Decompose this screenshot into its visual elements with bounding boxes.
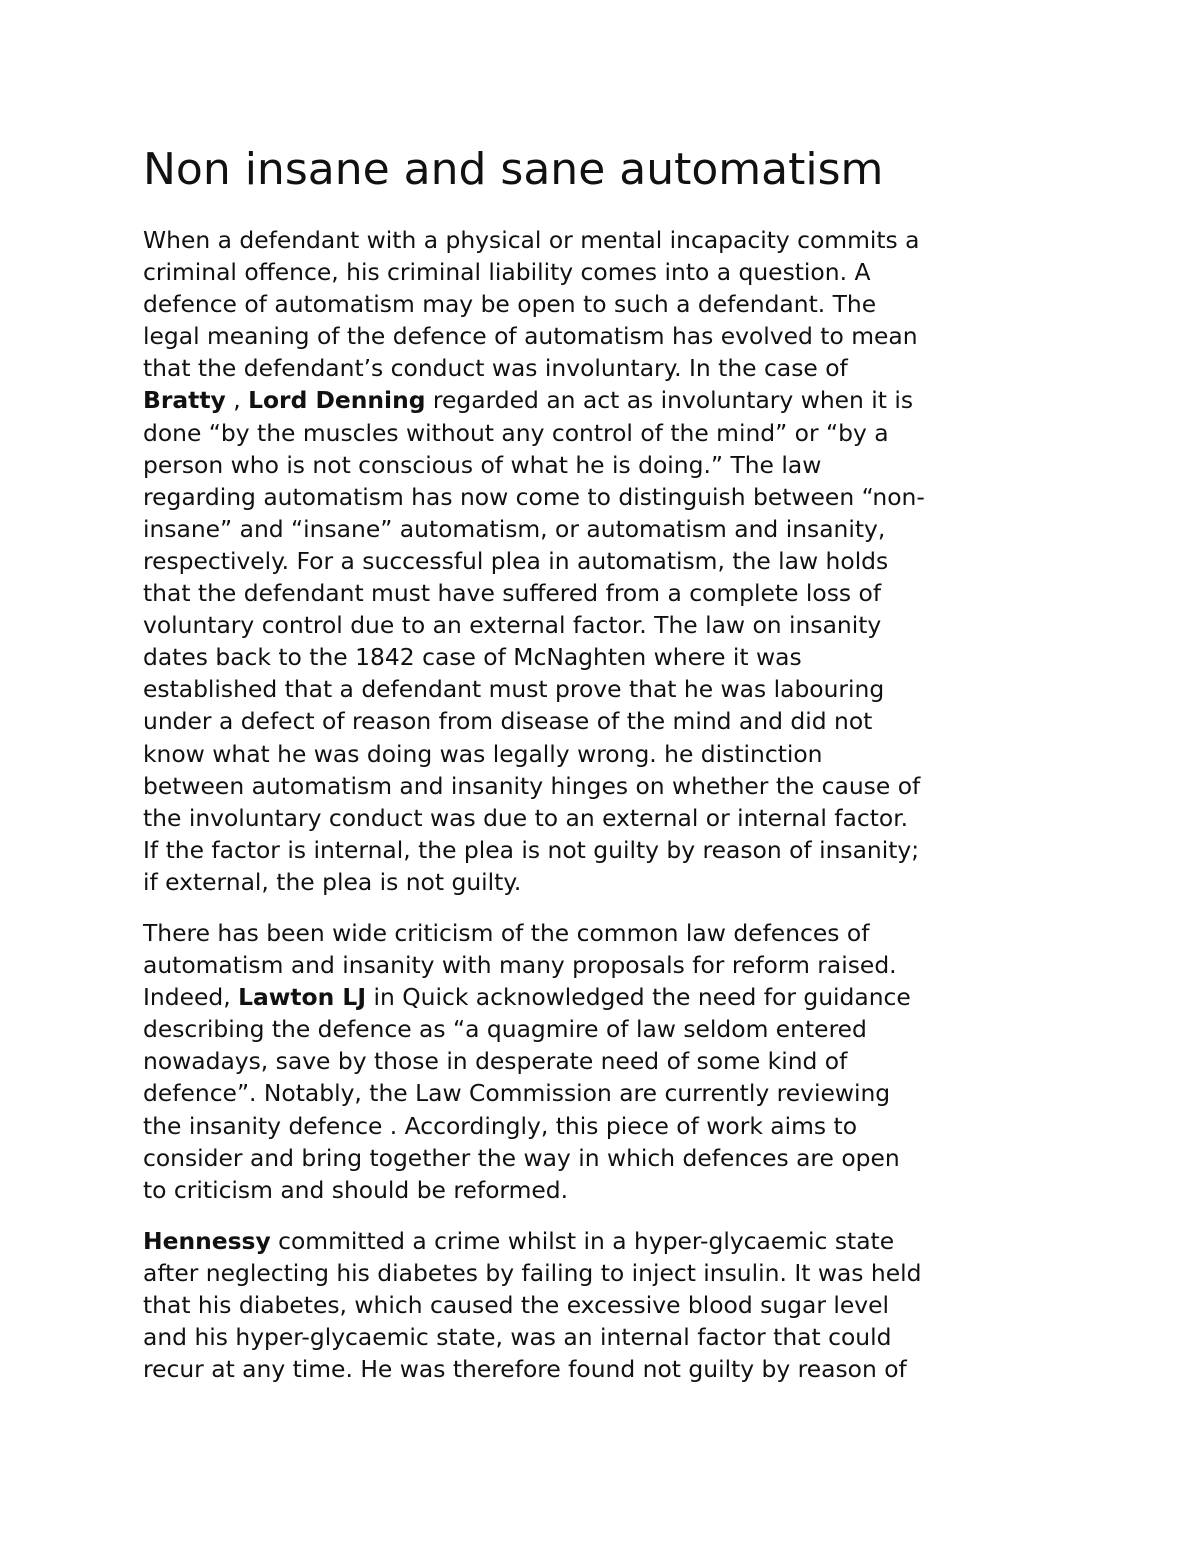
text-run: under a defect of reason from disease of the mind and did not [143, 707, 873, 736]
text-line [143, 384, 1063, 416]
text-run: that his diabetes, which caused the excessive blood sugar level [143, 1291, 890, 1319]
text-line [143, 802, 1063, 834]
text-run: established that a defendant must prove that he was labouring [143, 675, 885, 704]
body-paragraph [143, 1225, 1063, 1385]
text-run: If the factor is internal, the plea is not guilty by reason of insanity; [143, 835, 920, 864]
text-line [143, 981, 1063, 1013]
text-run: recur at any time. He was therefore found not guilty by reason of [143, 1355, 907, 1384]
text-run: There has been wide criticism of the common law defences of [143, 918, 870, 947]
document-page [143, 138, 1063, 1404]
text-line [143, 417, 1063, 449]
text-run: , [225, 386, 249, 415]
text-line [143, 917, 1063, 949]
text-line [143, 1257, 1063, 1289]
text-run: defence of automatism may be open to such a defendant. The [143, 290, 877, 319]
text-run: defence”. Notably, the Law Commission are currently reviewing [143, 1079, 891, 1108]
text-line [143, 352, 1063, 384]
bold-text-run: Lord Denning [248, 386, 426, 415]
text-line [143, 1110, 1063, 1142]
text-line [143, 1289, 1063, 1321]
text-run: automatism and insanity with many proposals for reform raised. [143, 951, 897, 980]
text-run: if external, the plea is not guilty. [143, 867, 522, 896]
text-run: after neglecting his diabetes by failing to inject insulin. It was held [143, 1258, 922, 1287]
text-line [143, 320, 1063, 352]
text-line [143, 224, 1063, 256]
bold-text-run: Hennessy [143, 1226, 271, 1255]
text-run: the involuntary conduct was due to an external or internal factor. [143, 803, 909, 832]
text-run: dates back to the 1842 case of McNaghten where it was [143, 643, 802, 672]
text-line [143, 481, 1063, 513]
text-run: the insanity defence . Accordingly, this piece of work aims to [143, 1111, 858, 1140]
text-run: criminal offence, his criminal liability comes into a question. A [143, 258, 871, 287]
text-run: committed a crime whilst in a hyper-glycaemic state [270, 1226, 895, 1255]
text-line [143, 577, 1063, 609]
text-line [143, 513, 1063, 545]
text-run: between automatism and insanity hinges on whether the cause of [143, 771, 921, 800]
text-run: nowadays, save by those in desperate need of some kind of [143, 1047, 848, 1076]
document-body [143, 224, 1063, 1385]
text-line [143, 449, 1063, 481]
text-run: regarding automatism has now come to distinguish between “non- [143, 482, 925, 511]
text-line [143, 1225, 1063, 1257]
text-run: know what he was doing was legally wrong. he distinction [143, 739, 823, 768]
text-line [143, 866, 1063, 898]
text-line [143, 705, 1063, 737]
text-run: that the defendant’s conduct was involuntary. In the case of [143, 354, 848, 383]
text-run: legal meaning of the defence of automatism has evolved to mean [143, 322, 918, 351]
body-paragraph [143, 917, 1063, 1206]
body-paragraph [143, 224, 1063, 898]
text-line [143, 834, 1063, 866]
text-run: done “by the muscles without any control of the mind” or “by a [143, 418, 889, 447]
text-line [143, 1142, 1063, 1174]
text-run: respectively. For a successful plea in automatism, the law holds [143, 546, 889, 575]
text-run: Indeed, [143, 983, 239, 1012]
text-line [143, 1013, 1063, 1045]
text-run: voluntary control due to an external factor. The law on insanity [143, 611, 882, 640]
bold-text-run: Bratty [143, 386, 226, 415]
text-run: describing the defence as “a quagmire of law seldom entered [143, 1015, 867, 1044]
text-run: and his hyper-glycaemic state, was an internal factor that could [143, 1323, 892, 1352]
bold-text-run: Lawton LJ [238, 983, 367, 1012]
text-line [143, 1353, 1063, 1385]
text-line [143, 1045, 1063, 1077]
text-run: to criticism and should be reformed. [143, 1175, 569, 1204]
text-run: consider and bring together the way in which defences are open [143, 1143, 900, 1172]
text-line [143, 609, 1063, 641]
text-line [143, 770, 1063, 802]
text-line [143, 673, 1063, 705]
text-line [143, 1321, 1063, 1353]
text-run: person who is not conscious of what he is doing.” The law [143, 450, 822, 479]
text-line [143, 256, 1063, 288]
text-run: regarded an act as involuntary when it is [425, 386, 914, 415]
text-run: that the defendant must have suffered from a complete loss of [143, 579, 882, 608]
document-title: Non insane and sane automatism [143, 144, 884, 195]
text-run: in Quick acknowledged the need for guidance [366, 983, 911, 1012]
text-run: When a defendant with a physical or mental incapacity commits a [143, 226, 920, 254]
text-line [143, 949, 1063, 981]
text-line [143, 738, 1063, 770]
text-line [143, 641, 1063, 673]
text-run: insane” and “insane” automatism, or automatism and insanity, [143, 514, 886, 543]
text-line [143, 545, 1063, 577]
text-line [143, 1077, 1063, 1109]
text-line [143, 1174, 1063, 1206]
text-line [143, 288, 1063, 320]
